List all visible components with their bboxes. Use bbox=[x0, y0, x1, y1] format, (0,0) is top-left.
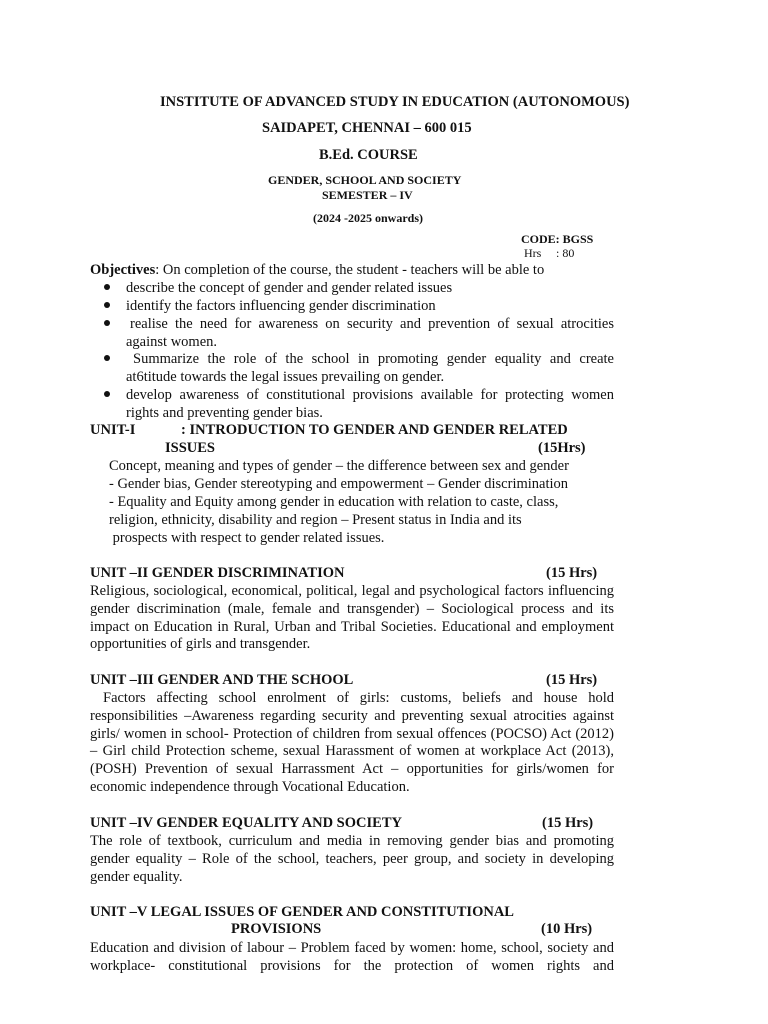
unit-4-title: UNIT –IV GENDER EQUALITY AND SOCIETY bbox=[90, 815, 402, 831]
unit-2-text: Religious, sociological, economical, political, legal and psychological factors influencing gender discrimination (male, female and transgender) – Sociological process and its impact on Education in Rural, Urban and Tribal Societies. Educational and employment opportunities of girls and transgender. bbox=[90, 583, 614, 653]
subject-title: GENDER, SCHOOL AND SOCIETY bbox=[268, 173, 462, 187]
objective-item: Summarize the role of the school in promoting gender equality and create at6titude towards the legal issues prevailing on gender. bbox=[126, 351, 614, 385]
unit-1-line: - Equality and Equity among gender in education with relation to caste, class, bbox=[109, 494, 559, 510]
unit-3-text: Factors affecting school enrolment of girls: customs, beliefs and house hold responsibilities –Awareness regarding security and preventing sexual atrocities against girls/ women in school- Protection of children from sexual offences (POCSO) Act (2012) – Girl child Protection scheme, sexual Harassment of women at workplace Act (2013), (POSH) Prevention of sexual Harrassment Act – opportunities for girls/women for economic independence through Vocational Education. bbox=[90, 690, 614, 795]
unit-1-hours: (15Hrs) bbox=[538, 440, 586, 456]
unit-1-line: - Gender bias, Gender stereotyping and empowerment – Gender discrimination bbox=[109, 476, 569, 492]
bullet-icon bbox=[104, 284, 110, 290]
objective-item: identify the factors influencing gender discrimination bbox=[126, 298, 436, 314]
objectives-line bbox=[90, 262, 544, 280]
unit-4-hours: (15 Hrs) bbox=[542, 815, 594, 831]
year-label: (2024 -2025 onwards) bbox=[313, 211, 423, 225]
bullet-icon bbox=[104, 320, 110, 326]
institute-address: SAIDAPET, CHENNAI – 600 015 bbox=[262, 120, 472, 136]
unit-3-title: UNIT –III GENDER AND THE SCHOOL bbox=[90, 672, 354, 688]
unit-1-line: prospects with respect to gender related issues. bbox=[109, 530, 385, 546]
unit-1-label: UNIT-I bbox=[90, 422, 136, 438]
hours-value: : 80 bbox=[556, 246, 575, 260]
course-title: B.Ed. COURSE bbox=[319, 147, 418, 163]
objective-item: realise the need for awareness on security and prevention of sexual atrocities against women. bbox=[126, 316, 614, 350]
semester-label: SEMESTER – IV bbox=[322, 188, 413, 202]
unit-3-hours: (15 Hrs) bbox=[546, 672, 598, 688]
unit-4-text: The role of textbook, curriculum and media in removing gender bias and promoting gender equality – Role of the school, teachers, peer group, and society in developing gender equality. bbox=[90, 833, 614, 885]
unit-5-hours: (10 Hrs) bbox=[541, 921, 593, 937]
hours-label: Hrs bbox=[524, 246, 542, 260]
bullet-icon bbox=[104, 355, 110, 361]
unit-2-hours: (15 Hrs) bbox=[546, 565, 598, 581]
unit-5-text: Education and division of labour – Problem faced by women: home, school, society and workplace- constitutional provisions for the protection of women rights and bbox=[90, 940, 614, 974]
objectives-intro: : On completion of the course, the student - teachers will be able to bbox=[155, 262, 545, 278]
unit-1-line: religion, ethnicity, disability and region – Present status in India and its bbox=[109, 512, 522, 528]
objectives-label: Objectives bbox=[90, 262, 156, 278]
objective-item: describe the concept of gender and gender related issues bbox=[126, 280, 453, 296]
unit-5-title-cont: PROVISIONS bbox=[231, 921, 322, 937]
unit-5-title: UNIT –V LEGAL ISSUES OF GENDER AND CONSTITUTIONAL bbox=[90, 904, 514, 920]
unit-1-line: Concept, meaning and types of gender – the difference between sex and gender bbox=[109, 458, 569, 474]
unit-1-title: : INTRODUCTION TO GENDER AND GENDER RELATED bbox=[181, 422, 568, 438]
unit-2-title: UNIT –II GENDER DISCRIMINATION bbox=[90, 565, 345, 581]
course-code: CODE: BGSS bbox=[521, 232, 594, 246]
unit-1-title-cont: ISSUES bbox=[165, 440, 215, 456]
objective-item: develop awareness of constitutional provisions available for protecting women rights and preventing gender bias. bbox=[126, 387, 614, 421]
bullet-icon bbox=[104, 391, 110, 397]
bullet-icon bbox=[104, 302, 110, 308]
institute-title: INSTITUTE OF ADVANCED STUDY IN EDUCATION (AUTONOMOUS) bbox=[160, 94, 630, 110]
